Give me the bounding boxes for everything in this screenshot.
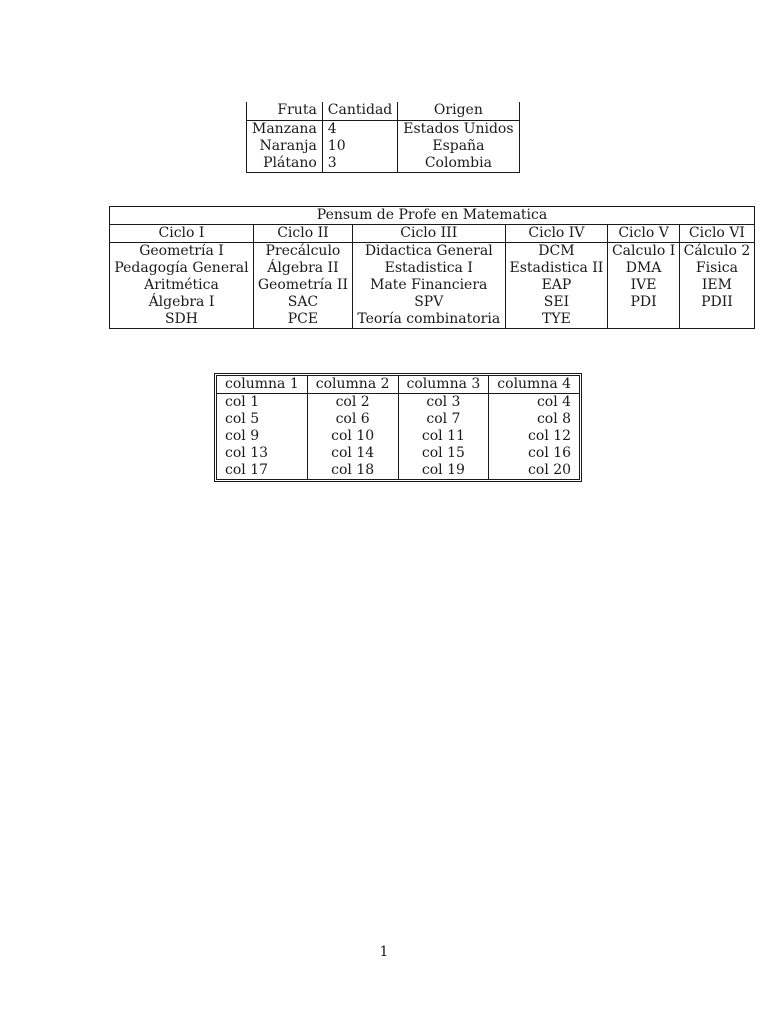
table-cell: DCM: [505, 243, 608, 261]
table-row: [217, 394, 580, 412]
table-cell: SDH: [110, 311, 254, 329]
table-cell: EAP: [505, 277, 608, 294]
table-cell: col 3: [398, 394, 489, 412]
header-cell: Ciclo III: [352, 225, 505, 243]
table-cell: Precálculo: [253, 243, 352, 261]
header-cell: Ciclo I: [110, 225, 254, 243]
table-cell: Didactica General: [352, 243, 505, 261]
table-cell: col 4: [489, 394, 580, 412]
table-cell: [608, 311, 680, 329]
table-cell: Geometría I: [110, 243, 254, 261]
table-title: Pensum de Profe en Matematica: [110, 207, 755, 225]
table-row: [110, 277, 755, 294]
table-cell: col 1: [225, 394, 260, 410]
table-cell: col 18: [307, 462, 398, 480]
table-row: [247, 155, 520, 173]
table-row: [110, 243, 755, 261]
table-cell: Fisica: [679, 260, 754, 277]
table-cell: col 10: [307, 428, 398, 445]
table-cell: col 19: [398, 462, 489, 480]
table-row: [110, 260, 755, 277]
table-cell: Estadistica II: [505, 260, 608, 277]
header-cell: columna 1: [217, 376, 308, 394]
table-cell: Teoría combinatoria: [352, 311, 505, 329]
table-row: [110, 311, 755, 329]
table-cell: Pedagogía General: [110, 260, 254, 277]
header-cell: Ciclo VI: [679, 225, 754, 243]
table-cell: col 8: [489, 411, 580, 428]
columns-table: [216, 375, 580, 480]
table-cell: col 7: [398, 411, 489, 428]
table-cell: 4: [322, 121, 397, 139]
table-row: [217, 428, 580, 445]
header-cell: Fruta: [247, 102, 323, 121]
table-cell: col 17: [225, 462, 269, 478]
table-cell: Calculo I: [608, 243, 680, 261]
table-row: [110, 294, 755, 311]
table-cell: SEI: [505, 294, 608, 311]
table-title-row: [110, 207, 755, 225]
table-row: [247, 121, 520, 139]
table-cell: DMA: [608, 260, 680, 277]
table-row: [247, 138, 520, 155]
table-cell: col 14: [307, 445, 398, 462]
table-cell: España: [398, 138, 519, 155]
table-cell: Aritmética: [110, 277, 254, 294]
table-cell: TYE: [505, 311, 608, 329]
table-cell: PDI: [608, 294, 680, 311]
table-cell: Álgebra I: [110, 294, 254, 311]
table-row: [217, 445, 580, 462]
table-cell: col 20: [489, 462, 580, 480]
table-cell: Manzana: [247, 121, 323, 139]
table-cell: col 12: [489, 428, 580, 445]
table-cell: col 9: [225, 428, 260, 444]
table-cell: 3: [322, 155, 397, 173]
table-cell: Plátano: [247, 155, 323, 173]
table-header-row: [217, 376, 580, 394]
table-cell: SPV: [352, 294, 505, 311]
header-cell: columna 2: [307, 376, 398, 394]
header-cell: columna 3: [398, 376, 489, 394]
columns-table-frame: [214, 373, 582, 482]
table-cell: Geometría II: [253, 277, 352, 294]
table-cell: Naranja: [247, 138, 323, 155]
page-number: 1: [379, 944, 389, 960]
table-cell: Álgebra II: [253, 260, 352, 277]
table-cell: 10: [322, 138, 397, 155]
table-cell: Mate Financiera: [352, 277, 505, 294]
header-cell: Ciclo V: [608, 225, 680, 243]
table-cell: col 5: [225, 411, 260, 427]
table-cell: col 16: [489, 445, 580, 462]
table-cell: SAC: [253, 294, 352, 311]
table-cell: Cálculo 2: [679, 243, 754, 261]
table-cell: IEM: [679, 277, 754, 294]
table-cell: col 11: [398, 428, 489, 445]
pensum-table: [109, 206, 755, 329]
table-cell: [679, 311, 754, 329]
header-cell: columna 4: [489, 376, 580, 394]
table-cell: PCE: [253, 311, 352, 329]
header-cell: Ciclo II: [253, 225, 352, 243]
header-cell: Ciclo IV: [505, 225, 608, 243]
table-cell: col 6: [307, 411, 398, 428]
table-row: [217, 411, 580, 428]
table-row: [217, 462, 580, 480]
table-header-row: [247, 102, 520, 121]
table-cell: Colombia: [398, 155, 519, 173]
header-cell: Origen: [398, 102, 519, 121]
table-cell: IVE: [608, 277, 680, 294]
table-cell: PDII: [679, 294, 754, 311]
fruit-table: [246, 102, 520, 173]
table-cell: col 2: [307, 394, 398, 412]
table-cell: Estadistica I: [352, 260, 505, 277]
header-cell: Cantidad: [322, 102, 397, 121]
table-cell: Estados Unidos: [398, 121, 519, 139]
table-cell: col 15: [398, 445, 489, 462]
table-cell: col 13: [225, 445, 269, 461]
table-header-row: [110, 225, 755, 243]
